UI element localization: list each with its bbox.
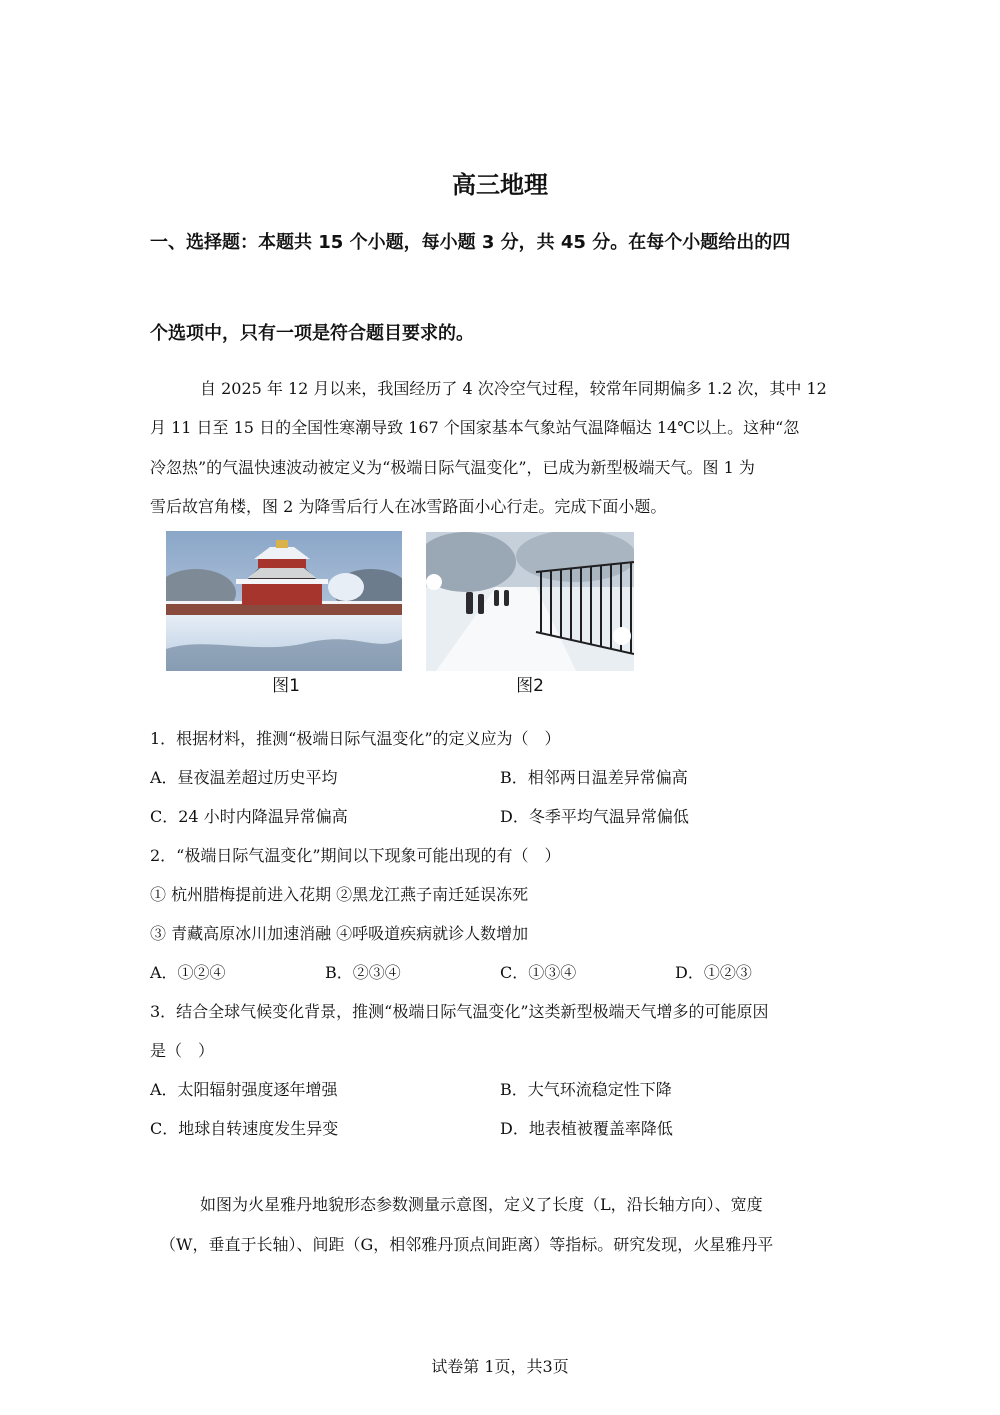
question-3-option-c: C．地球自转速度发生异变 — [150, 1119, 339, 1138]
question-2-option-b: B．②③④ — [325, 963, 401, 982]
question-2-option-d: D．①②③ — [675, 963, 752, 982]
material-2-line-1: 如图为火星雅丹地貌形态参数测量示意图，定义了长度（L，沿长轴方向）、宽度 — [200, 1195, 763, 1214]
question-2-statement-2: ③ 青藏高原冰川加速消融 ④呼吸道疾病就诊人数增加 — [150, 924, 529, 943]
section-heading-line-1: 一、选择题：本题共 15 个小题，每小题 3 分，共 45 分。在每个小题给出的四 — [150, 232, 791, 253]
material-1-line-1: 自 2025 年 12 月以来，我国经历了 4 次冷空气过程，较常年同期偏多 1.2 次，其中 12 — [200, 379, 827, 398]
figure-1-illustration — [166, 531, 402, 671]
question-2-stem: 2．“极端日际气温变化”期间以下现象可能出现的有（ ） — [150, 846, 561, 865]
question-3-option-d: D．地表植被覆盖率降低 — [500, 1119, 673, 1138]
material-1-line-2: 月 11 日至 15 日的全国性寒潮导致 167 个国家基本气象站气温降幅达 14℃以上。这种“忽 — [150, 418, 800, 437]
question-3-option-b: B．大气环流稳定性下降 — [500, 1080, 672, 1099]
question-1-option-a: A．昼夜温差超过历史平均 — [150, 768, 338, 787]
question-2-option-c: C．①③④ — [500, 963, 577, 982]
question-3-stem-line-1: 3．结合全球气候变化背景，推测“极端日际气温变化”这类新型极端天气增多的可能原因 — [150, 1002, 769, 1021]
question-3-option-a: A．太阳辐射强度逐年增强 — [150, 1080, 338, 1099]
figure-1-image — [166, 531, 402, 671]
question-1-option-b: B．相邻两日温差异常偏高 — [500, 768, 688, 787]
question-2-option-a: A．①②④ — [150, 963, 226, 982]
material-2-line-2: （W，垂直于长轴）、间距（G，相邻雅丹顶点间距离）等指标。研究发现，火星雅丹平 — [160, 1235, 774, 1254]
question-1-stem: 1．根据材料，推测“极端日际气温变化”的定义应为（ ） — [150, 729, 561, 748]
figure-2-image — [426, 532, 634, 671]
question-3-stem-line-2: 是（ ） — [150, 1041, 215, 1060]
question-1-option-c: C．24 小时内降温异常偏高 — [150, 807, 348, 826]
figure-2-caption: 图2 — [516, 676, 544, 696]
page-footer: 试卷第 1页，共3页 — [431, 1357, 569, 1376]
question-1-option-d: D．冬季平均气温异常偏低 — [500, 807, 689, 826]
figure-1-caption: 图1 — [272, 676, 300, 696]
section-heading-line-2: 个选项中，只有一项是符合题目要求的。 — [150, 323, 474, 344]
question-2-statement-1: ① 杭州腊梅提前进入花期 ②黑龙江燕子南迁延误冻死 — [150, 885, 529, 904]
figure-2-illustration — [426, 532, 634, 671]
page-title: 高三地理 — [452, 171, 548, 199]
material-1-line-4: 雪后故宫角楼，图 2 为降雪后行人在冰雪路面小心行走。完成下面小题。 — [150, 497, 667, 516]
material-1-line-3: 冷忽热”的气温快速波动被定义为“极端日际气温变化”，已成为新型极端天气。图 1 为 — [150, 458, 755, 477]
